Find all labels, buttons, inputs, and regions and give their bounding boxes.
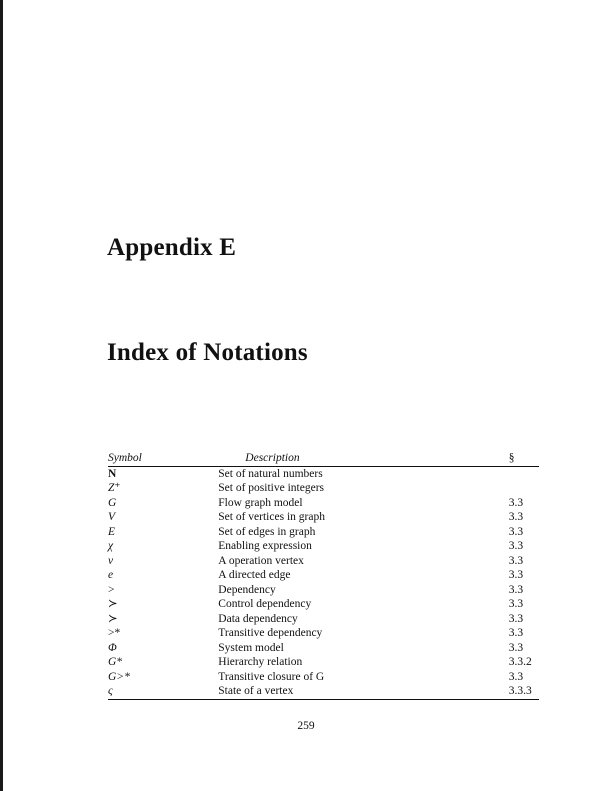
symbol-cell: N [108,467,117,480]
table-row [108,496,539,511]
section-cell: 3.3 [508,554,524,567]
description-cell: State of a vertex [218,684,508,699]
description-cell: Set of positive integers [218,482,324,494]
description-cell: Flow graph model [218,496,303,509]
description-cell: Enabling expression [218,540,312,552]
description-column-header: Description [218,451,508,466]
table-header-row [108,451,539,466]
section-cell [509,481,539,496]
description-cell: System model [218,641,284,654]
table-row [108,626,539,641]
description-cell: Set of natural numbers [218,467,323,480]
symbol-cell: e [108,569,114,581]
table-row [108,539,539,554]
section-cell: 3.3 [508,612,524,625]
table-row [108,612,539,627]
table-row [108,510,539,525]
table-row [108,684,539,699]
symbol-cell: V [108,511,116,523]
symbol-cell: Φ [108,641,117,654]
section-cell: 3.3 [508,511,524,523]
description-cell: A directed edge [218,569,291,581]
symbol-cell: >* [108,627,121,639]
description-cell: Set of vertices in graph [218,511,325,523]
symbol-cell: χ [108,540,114,552]
table-row [108,670,539,685]
section-cell: 3.3 [508,525,524,538]
symbol-cell: > [108,583,115,596]
table-row [108,554,539,569]
section-cell: 3.3 [508,569,524,581]
appendix-heading: Appendix E [107,234,237,261]
table-row [108,525,539,540]
table-row [108,583,539,598]
page-left-edge [0,0,3,791]
symbol-cell: ς [108,684,218,699]
section-cell: 3.3.2 [508,656,532,668]
description-cell: Transitive dependency [218,627,323,639]
symbol-cell: v [108,554,114,567]
description-cell: Dependency [218,583,276,596]
page-number: 259 [297,720,315,732]
section-cell: 3.3 [508,496,524,509]
section-cell: 3.3 [508,598,524,610]
symbol-cell: Z⁺ [108,482,121,494]
symbol-cell: ≻ [108,612,118,625]
description-cell: Transitive closure of G [218,670,325,683]
section-column-header: § [509,451,539,466]
table-row [108,641,539,656]
section-cell: 3.3 [508,670,524,683]
description-cell: Control dependency [218,598,312,610]
table-row [108,466,539,481]
description-cell: Data dependency [218,612,298,625]
symbol-cell: E [108,525,116,538]
symbol-cell: G* [108,656,123,668]
table-row [108,597,539,612]
description-cell: A operation vertex [218,554,304,567]
description-cell: Hierarchy relation [218,656,303,668]
section-cell: 3.3.3 [509,684,539,699]
table-row [108,655,539,670]
symbol-cell: ≻ [108,598,118,610]
symbol-cell: G>* [108,670,130,683]
table-row [108,481,539,496]
chapter-title: Index of Notations [107,339,308,366]
description-cell: Set of edges in graph [218,525,316,538]
symbol-column-header: Symbol [108,451,218,466]
section-cell [509,466,539,481]
notation-table [108,451,539,700]
symbol-cell: G [108,496,117,509]
section-cell: 3.3 [508,627,524,639]
section-cell: 3.3 [508,540,524,552]
section-cell: 3.3 [508,641,524,654]
section-cell: 3.3 [508,583,524,596]
table-row [108,568,539,583]
